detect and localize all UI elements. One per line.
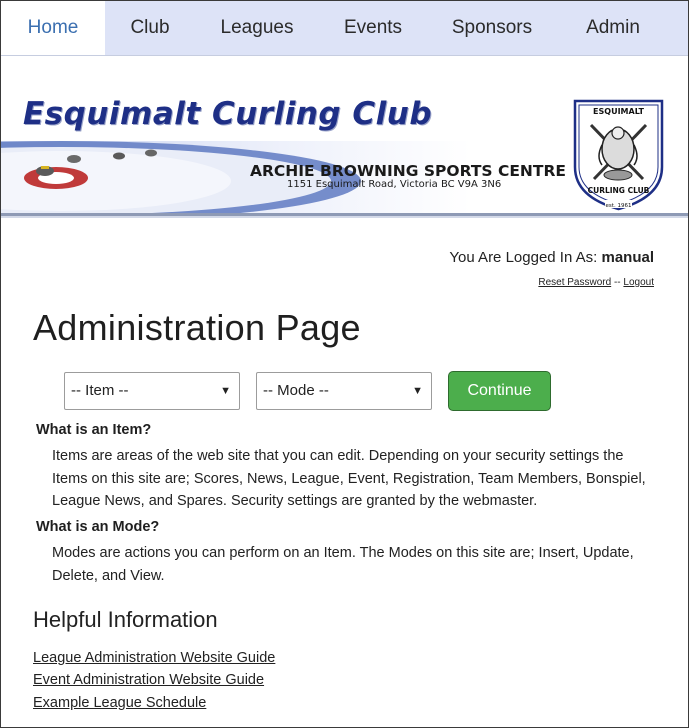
club-title: Esquimalt Curling Club xyxy=(23,96,433,132)
faq-question-mode: What is an Mode? xyxy=(36,519,160,535)
faq-answer-line: Delete, and View. xyxy=(52,567,165,584)
faq-answer-mode xyxy=(52,542,652,587)
nav-home[interactable]: Home xyxy=(1,1,105,55)
reset-password-link[interactable]: Reset Password xyxy=(538,277,612,288)
nav-sponsors[interactable]: Sponsors xyxy=(451,17,533,38)
sports-centre-address: 1151 Esquimalt Road, Victoria BC V9A 3N6 xyxy=(287,179,502,190)
item-select-value: -- Item -- xyxy=(71,382,129,399)
league-admin-guide-link[interactable]: League Administration Website Guide xyxy=(33,650,276,666)
faq-answer-item xyxy=(52,445,652,513)
continue-button[interactable]: Continue xyxy=(448,371,551,411)
example-schedule-link[interactable]: Example League Schedule xyxy=(33,695,207,711)
mode-select[interactable] xyxy=(256,372,432,410)
nav-club[interactable]: Club xyxy=(130,17,170,38)
svg-text:CURLING CLUB: CURLING CLUB xyxy=(587,186,650,195)
chevron-down-icon: ▼ xyxy=(220,385,231,397)
faq-question-item: What is an Item? xyxy=(36,422,152,438)
faq-answer-line: Modes are actions you can perform on an Item. The Modes on this site are; Insert, Update, xyxy=(52,545,634,561)
account-links xyxy=(538,277,654,288)
item-select[interactable] xyxy=(64,372,240,410)
faq-answer-line: Items on this site are; Scores, News, League, Event, Registration, Team Members, Bonspiel, xyxy=(52,470,646,487)
faq-answer-line: League News, and Spares. Security settings are granted by the webmaster. xyxy=(52,493,538,509)
logged-in-status xyxy=(449,249,654,266)
sports-centre-name: ARCHIE BROWNING SPORTS CENTRE xyxy=(250,162,566,180)
nav-admin[interactable]: Admin xyxy=(586,17,640,38)
club-crest-logo xyxy=(571,97,666,212)
username: manual xyxy=(601,249,654,266)
nav-leagues[interactable]: Leagues xyxy=(220,17,294,38)
logged-in-label: You Are Logged In As: xyxy=(449,249,598,266)
svg-text:ESQUIMALT: ESQUIMALT xyxy=(593,107,644,116)
event-admin-guide-link[interactable]: Event Administration Website Guide xyxy=(33,672,265,688)
logout-link[interactable]: Logout xyxy=(623,277,654,288)
nav-events[interactable]: Events xyxy=(343,17,403,38)
link-separator: -- xyxy=(613,277,621,288)
banner-divider-light xyxy=(1,216,688,218)
page-title: Administration Page xyxy=(33,307,361,348)
mode-select-value: -- Mode -- xyxy=(263,382,329,399)
helpful-info-heading: Helpful Information xyxy=(33,607,218,632)
chevron-down-icon: ▼ xyxy=(412,385,423,397)
faq-answer-line: Items are areas of the web site that you can edit. Depending on your security settings the xyxy=(52,448,624,464)
top-nav xyxy=(1,1,688,56)
svg-text:est. 1961: est. 1961 xyxy=(605,203,632,209)
